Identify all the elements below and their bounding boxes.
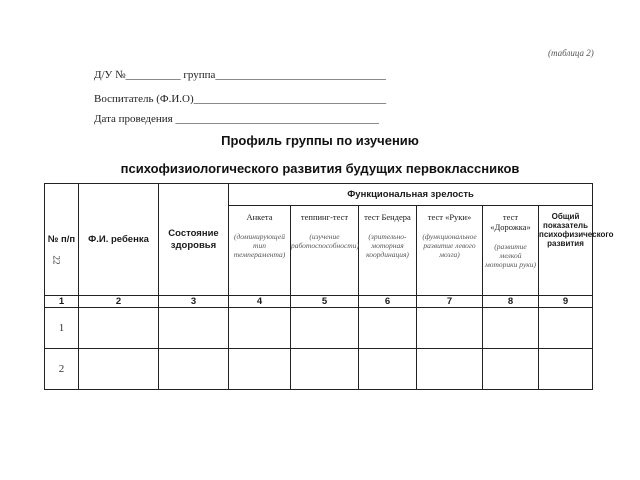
num-cell: 1 (45, 296, 79, 308)
col-name: Ф.И. ребенка (79, 184, 159, 296)
sub-bender-name: тест Бендера (364, 212, 411, 222)
empty-cell[interactable] (159, 349, 229, 390)
sub-questionnaire-name: Анкета (246, 212, 273, 222)
col-number: № п/п (45, 184, 79, 296)
sub-path-name: тест «Дорожка» (490, 212, 531, 232)
num-cell: 7 (417, 296, 483, 308)
num-cell: 8 (483, 296, 539, 308)
sub-hands (417, 206, 483, 296)
table-row (45, 308, 593, 349)
title-line-2: психофизиологического развития будущих первоклассников (120, 161, 520, 176)
group-line: Д/У №__________ группа_______________________________ (94, 69, 386, 81)
teacher-line: Воспитатель (Ф.И.О)___________________________________ (94, 93, 387, 105)
empty-cell[interactable] (291, 308, 359, 349)
group-header: Функциональная зрелость (229, 184, 593, 206)
empty-cell[interactable] (79, 308, 159, 349)
num-cell: 2 (79, 296, 159, 308)
empty-cell[interactable] (359, 349, 417, 390)
sub-path (483, 206, 539, 296)
row-number: 2 (45, 349, 79, 390)
empty-cell[interactable] (483, 308, 539, 349)
sub-hands-desc: (функциональное развитие левого мозга) (422, 232, 477, 259)
empty-cell[interactable] (229, 308, 291, 349)
sub-hands-name: тест «Руки» (427, 212, 472, 222)
num-cell: 4 (229, 296, 291, 308)
sub-tapping-desc: (изучение работоспособности) (291, 232, 359, 250)
sub-bender (359, 206, 417, 296)
empty-cell[interactable] (159, 308, 229, 349)
empty-cell[interactable] (417, 349, 483, 390)
empty-cell[interactable] (359, 308, 417, 349)
sub-bender-desc: (зрительно-моторная координация) (366, 232, 409, 259)
table-note: (таблица 2) (548, 48, 594, 58)
empty-cell[interactable] (483, 349, 539, 390)
date-line: Дата проведения _____________________________________ (94, 113, 379, 125)
title-line-1: Профиль группы по изучению (221, 133, 419, 148)
sub-path-desc: (развитие мелкой моторики руки) (484, 242, 537, 269)
num-cell: 9 (539, 296, 593, 308)
sub-tapping-name: теппинг-тест (300, 212, 349, 222)
empty-cell[interactable] (229, 349, 291, 390)
sub-questionnaire (229, 206, 291, 296)
num-cell: 6 (359, 296, 417, 308)
sub-questionnaire-desc: (доминирующей тип темперамента) (233, 232, 286, 259)
empty-cell[interactable] (417, 308, 483, 349)
empty-cell[interactable] (79, 349, 159, 390)
col-health: Состояние здоровья (159, 184, 229, 296)
row-number: 1 (45, 308, 79, 349)
num-cell: 3 (159, 296, 229, 308)
page-number: 22 (51, 255, 62, 265)
empty-cell[interactable] (539, 349, 593, 390)
col-general: Общий показатель психофизического развития (539, 206, 593, 296)
empty-cell[interactable] (291, 349, 359, 390)
profile-table (44, 183, 614, 390)
empty-cell[interactable] (539, 308, 593, 349)
table-row (45, 349, 593, 390)
sub-tapping (291, 206, 359, 296)
num-cell: 5 (291, 296, 359, 308)
